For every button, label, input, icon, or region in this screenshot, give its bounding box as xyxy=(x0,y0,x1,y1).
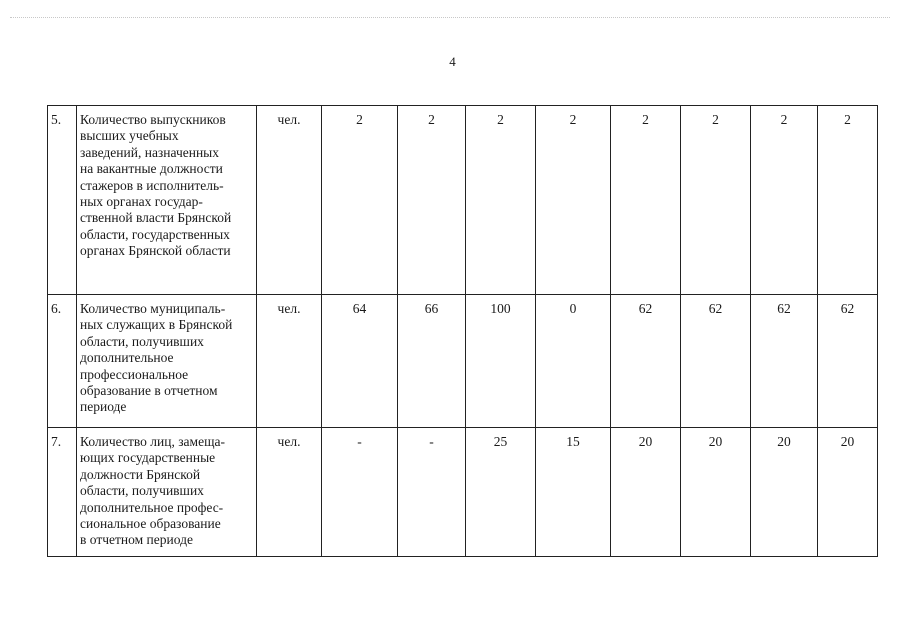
row-number: 5. xyxy=(48,106,77,295)
description-line: в отчетном периоде xyxy=(80,532,193,548)
description-line: области, государственных xyxy=(80,226,230,242)
row-value: - xyxy=(322,428,398,557)
description-line: высших учебных xyxy=(80,128,179,144)
description-line: сиональное образование xyxy=(80,516,221,532)
row-value: 15 xyxy=(536,428,611,557)
row-value: 20 xyxy=(681,428,751,557)
row-value: 2 xyxy=(322,106,398,295)
row-value: 2 xyxy=(466,106,536,295)
row-number: 6. xyxy=(48,295,77,428)
description-line: ных служащих в Брянской xyxy=(80,317,233,333)
row-value: 2 xyxy=(398,106,466,295)
description-line: Количество выпускников xyxy=(80,112,226,127)
description-line: ных органах государ- xyxy=(80,194,203,210)
description-line: дополнительное xyxy=(80,350,174,366)
indicators-table xyxy=(47,105,878,557)
row-value: 62 xyxy=(818,295,878,428)
description-line: образование в отчетном xyxy=(80,383,218,399)
description-line: области, получивших xyxy=(80,333,204,349)
description-line: дополнительное профес- xyxy=(80,499,224,515)
row-value: - xyxy=(398,428,466,557)
description-line: периоде xyxy=(80,399,127,415)
row-value: 64 xyxy=(322,295,398,428)
row-description xyxy=(77,295,257,428)
row-number: 7. xyxy=(48,428,77,557)
description-line: должности Брянской xyxy=(80,466,201,482)
row-description xyxy=(77,428,257,557)
row-unit: чел. xyxy=(257,428,322,557)
row-unit: чел. xyxy=(257,106,322,295)
row-value: 2 xyxy=(818,106,878,295)
table-row xyxy=(48,106,878,295)
row-value: 2 xyxy=(751,106,818,295)
table-row xyxy=(48,295,878,428)
row-value: 2 xyxy=(536,106,611,295)
row-value: 20 xyxy=(751,428,818,557)
row-unit: чел. xyxy=(257,295,322,428)
row-description xyxy=(77,106,257,295)
scan-artifact-dotted-line xyxy=(10,17,890,18)
row-value: 2 xyxy=(681,106,751,295)
row-value: 62 xyxy=(681,295,751,428)
description-line: заведений, назначенных xyxy=(80,144,219,160)
row-value: 62 xyxy=(751,295,818,428)
row-value: 66 xyxy=(398,295,466,428)
description-line: органах Брянской области xyxy=(80,243,231,259)
description-line: области, получивших xyxy=(80,483,204,499)
description-line: профессиональное xyxy=(80,366,189,382)
row-value: 25 xyxy=(466,428,536,557)
page-number: 4 xyxy=(449,54,456,69)
description-line: Количество муниципаль- xyxy=(80,301,226,316)
row-value: 0 xyxy=(536,295,611,428)
row-value: 100 xyxy=(466,295,536,428)
row-value: 20 xyxy=(818,428,878,557)
row-value: 20 xyxy=(611,428,681,557)
description-line: на вакантные должности xyxy=(80,161,223,177)
description-line: ющих государственные xyxy=(80,450,216,466)
description-line: стажеров в исполнитель- xyxy=(80,177,224,193)
description-line: ственной власти Брянской xyxy=(80,210,232,226)
row-value: 2 xyxy=(611,106,681,295)
table-row xyxy=(48,428,878,557)
description-line: Количество лиц, замеща- xyxy=(80,434,225,449)
row-value: 62 xyxy=(611,295,681,428)
